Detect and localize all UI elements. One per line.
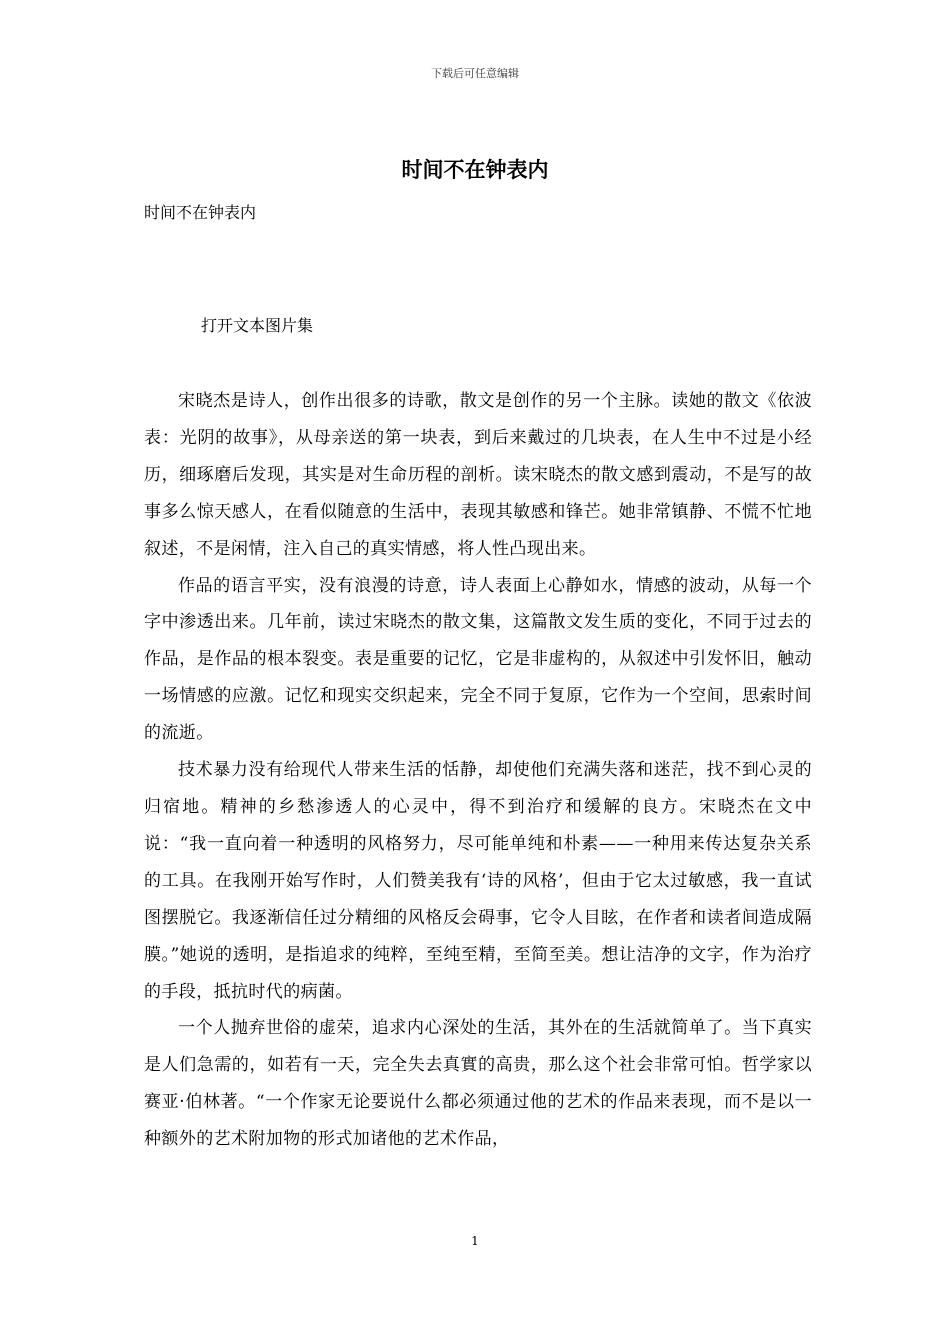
paragraph: 技术暴力没有给现代人带来生活的恬静，却使他们充满失落和迷茫，找不到心灵的归宿地。精神的乡愁渗透人的心灵中，得不到治疗和缓解的良方。宋晓杰在文中说：“我一直向着一种透明的风格努力，尽可能单纯和朴素——一种用来传达复杂关系的工具。在我刚开始写作时，人们赞美我有‘诗的风格’，但由于它太过敏感，我一直试图摆脱它。我逐渐信任过分精细的风格反会碍事，它令人目眩，在作者和读者间造成隔膜。”她说的透明，是指追求的纯粹，至纯至精，至简至美。想让洁净的文字，作为治疗的手段，抵抗时代的病菌。 (144, 760, 812, 1002)
image-gallery-label: 打开文本图片集 (201, 316, 314, 335)
paragraph: 作品的语言平实，没有浪漫的诗意，诗人表面上心静如水，情感的波动，从每一个字中渗透出来。几年前，读过宋晓杰的散文集，这篇散文发生质的变化，不同于过去的作品，是作品的根本裂变。表是重要的记忆，它是非虚构的，从叙述中引发怀旧，触动一场情感的应激。记忆和现实交织起来，完全不同于复原，它作为一个空间，思索时间的流逝。 (144, 575, 812, 744)
paragraph: 一个人抛弃世俗的虚荣，追求内心深处的生活，其外在的生活就简单了。当下真实是人们急需的，如若有一天，完全失去真實的高贵，那么这个社会非常可怕。哲学家以赛亚·伯林著。“一个作家无论要说什么都必须通过他的艺术的作品来表现，而不是以一种额外的艺术附加物的形式加诸他的艺术作品， (144, 1018, 812, 1150)
paragraph: 宋晓杰是诗人，创作出很多的诗歌，散文是创作的另一个主脉。读她的散文《依波表：光阴的故事》，从母亲送的第一块表，到后来戴过的几块表，在人生中不过是小经历，细琢磨后发现，其实是对生命历程的剖析。读宋晓杰的散文感到震动，不是写的故事多么惊天感人，在看似随意的生活中，表现其敏感和锋芒。她非常镇静、不慌不忙地叙述，不是闲情，注入自己的真实情感，将人性凸现出来。 (144, 391, 812, 559)
page-number: 1 (471, 1234, 479, 1248)
page-header-note: 下载后可任意编辑 (431, 67, 519, 80)
article-body (144, 383, 812, 1158)
document-subtitle: 时间不在钟表内 (144, 203, 257, 222)
document-title: 时间不在钟表内 (401, 157, 549, 182)
